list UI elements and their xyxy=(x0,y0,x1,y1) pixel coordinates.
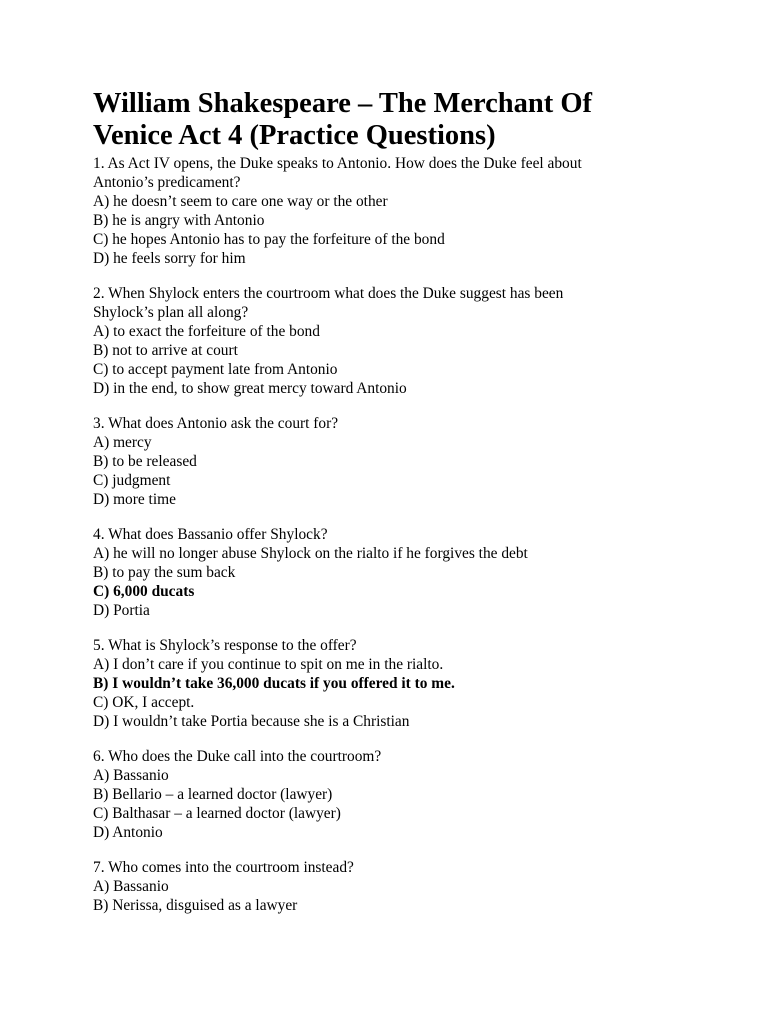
question-1 xyxy=(93,154,733,268)
question-7 xyxy=(93,858,733,915)
question-text-line: 4. What does Bassanio offer Shylock? xyxy=(93,526,328,543)
question-2 xyxy=(93,284,733,398)
question-text-line: 5. What is Shylock’s response to the offer? xyxy=(93,637,357,654)
answer-option: B) I wouldn’t take 36,000 ducats if you offered it to me. xyxy=(93,675,455,692)
answer-option: D) he feels sorry for him xyxy=(93,250,246,267)
answer-option: B) he is angry with Antonio xyxy=(93,212,265,229)
answer-option: C) OK, I accept. xyxy=(93,694,195,711)
answer-option: C) he hopes Antonio has to pay the forfeiture of the bond xyxy=(93,231,445,248)
answer-option: B) to pay the sum back xyxy=(93,564,236,581)
question-text-line: Antonio’s predicament? xyxy=(93,174,241,191)
question-4 xyxy=(93,525,733,620)
question-list xyxy=(93,154,733,915)
answer-option: D) I wouldn’t take Portia because she is a Christian xyxy=(93,713,410,730)
question-text-line: 3. What does Antonio ask the court for? xyxy=(93,415,339,432)
question-text-line: 2. When Shylock enters the courtroom what does the Duke suggest has been xyxy=(93,285,564,302)
answer-option: D) in the end, to show great mercy toward Antonio xyxy=(93,380,407,397)
answer-option: C) to accept payment late from Antonio xyxy=(93,361,338,378)
answer-option: B) not to arrive at court xyxy=(93,342,238,359)
answer-option: C) judgment xyxy=(93,472,171,489)
answer-option: A) I don’t care if you continue to spit on me in the rialto. xyxy=(93,656,444,673)
question-3 xyxy=(93,414,733,509)
question-text-line: 7. Who comes into the courtroom instead? xyxy=(93,859,354,876)
title-line-2: Venice Act 4 (Practice Questions) xyxy=(93,120,496,151)
question-text-line: 6. Who does the Duke call into the courtroom? xyxy=(93,748,382,765)
document-title xyxy=(93,88,733,152)
question-5 xyxy=(93,636,733,731)
question-text-line: Shylock’s plan all along? xyxy=(93,304,249,321)
answer-option: D) Portia xyxy=(93,602,150,619)
answer-option: A) to exact the forfeiture of the bond xyxy=(93,323,320,340)
question-6 xyxy=(93,747,733,842)
title-line-1: William Shakespeare – The Merchant Of xyxy=(93,88,593,119)
answer-option: A) Bassanio xyxy=(93,878,169,895)
answer-option: C) Balthasar – a learned doctor (lawyer) xyxy=(93,805,341,822)
answer-option: D) Antonio xyxy=(93,824,163,841)
answer-option: B) to be released xyxy=(93,453,197,470)
answer-option: D) more time xyxy=(93,491,176,508)
answer-option: B) Bellario – a learned doctor (lawyer) xyxy=(93,786,333,803)
answer-option: B) Nerissa, disguised as a lawyer xyxy=(93,897,298,914)
document-page xyxy=(93,88,733,931)
answer-option: A) Bassanio xyxy=(93,767,169,784)
question-text-line: 1. As Act IV opens, the Duke speaks to Antonio. How does the Duke feel about xyxy=(93,155,582,172)
answer-option: A) mercy xyxy=(93,434,152,451)
answer-option: A) he will no longer abuse Shylock on the rialto if he forgives the debt xyxy=(93,545,528,562)
answer-option: A) he doesn’t seem to care one way or the other xyxy=(93,193,388,210)
answer-option: C) 6,000 ducats xyxy=(93,583,195,600)
